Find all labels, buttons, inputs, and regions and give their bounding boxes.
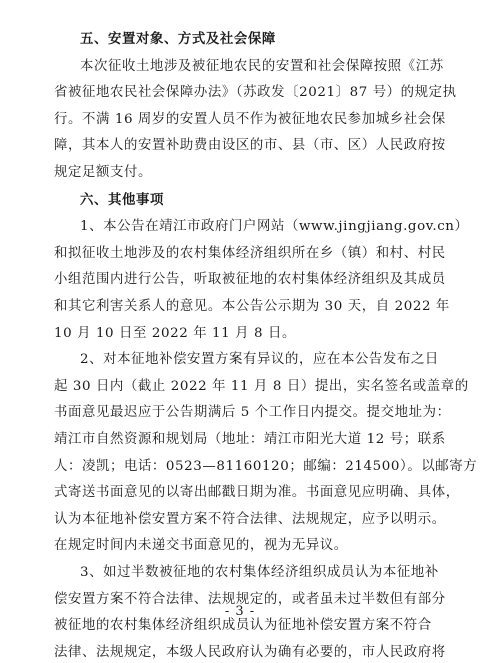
item-2-line: 2、对本征地补偿安置方案有异议的，应在本公告发布之日 <box>80 352 439 368</box>
item-1-line: 和拟征收土地涉及的农村集体经济组织所在乡（镇）和村、村民 <box>54 245 446 261</box>
item-3-line: 3、如过半数被征地的农村集体经济组织成员认为本征地补 <box>80 565 439 580</box>
item-2-line: 书面意见最迟应于公告期满后 5 个工作日内提交。提交地址为： <box>54 405 451 421</box>
section-6-heading: 六、其他事项 <box>80 192 164 208</box>
section-5-line: 障，其本人的安置补助费由设区的市、县（市、区）人民政府按 <box>54 138 446 154</box>
item-2-line: 人：凌凯；电话：0523—81160120；邮编：214500）。以邮寄方 <box>54 458 478 474</box>
item-1-line: 10 月 10 日至 2022 年 11 月 8 日。 <box>54 325 296 341</box>
item-1-line: 和其它利害关系人的意见。本公告公示期为 30 天，自 2022 年 <box>54 299 450 314</box>
section-5-line: 行。不满 16 周岁的安置人员不作为被征地农民参加城乡社会保 <box>54 111 446 127</box>
item-2-line: 靖江市自然资源和规划局（地址：靖江市阳光大道 12 号；联系 <box>54 432 446 447</box>
section-5-heading: 五、安置对象、方式及社会保障 <box>80 32 276 47</box>
item-1-line: 1、本公告在靖江市政府门户网站（www.jingjiang.gov.cn） <box>80 219 469 235</box>
section-5-line: 规定足额支付。 <box>54 165 152 180</box>
item-3-line: 偿安置方案不符合法律、法规规定的，或者虽未过半数但有部分 <box>54 591 446 607</box>
item-2-line: 式寄送书面意见的以寄出邮戳日期为准。书面意见应明确、具体， <box>54 485 460 501</box>
item-2-line: 在规定时间内未递交书面意见的，视为无异议。 <box>54 538 348 554</box>
item-2-line: 认为本征地补偿安置方案不符合法律、法规规定，应予以明示。 <box>54 511 446 527</box>
section-5-line: 本次征收土地涉及被征地农民的安置和社会保障按照《江苏 <box>80 58 444 74</box>
item-3-line: 法律、法规规定，本级人民政府认为确有必要的，市人民政府将 <box>54 644 446 660</box>
item-1-line: 小组范围内进行公告，听取被征地的农村集体经济组织及其成员 <box>54 272 446 288</box>
item-3-line: 被征地的农村集体经济组织成员认为征地补偿安置方案不符合 <box>54 618 432 634</box>
page-number: - 3 - <box>224 604 256 619</box>
section-5-line: 省被征地农民社会保障办法》（苏政发〔2021〕87 号）的规定执 <box>54 85 457 101</box>
item-2-line: 起 30 日内（截止 2022 年 11 月 8 日）提出，实名签名或盖章的 <box>54 378 469 394</box>
